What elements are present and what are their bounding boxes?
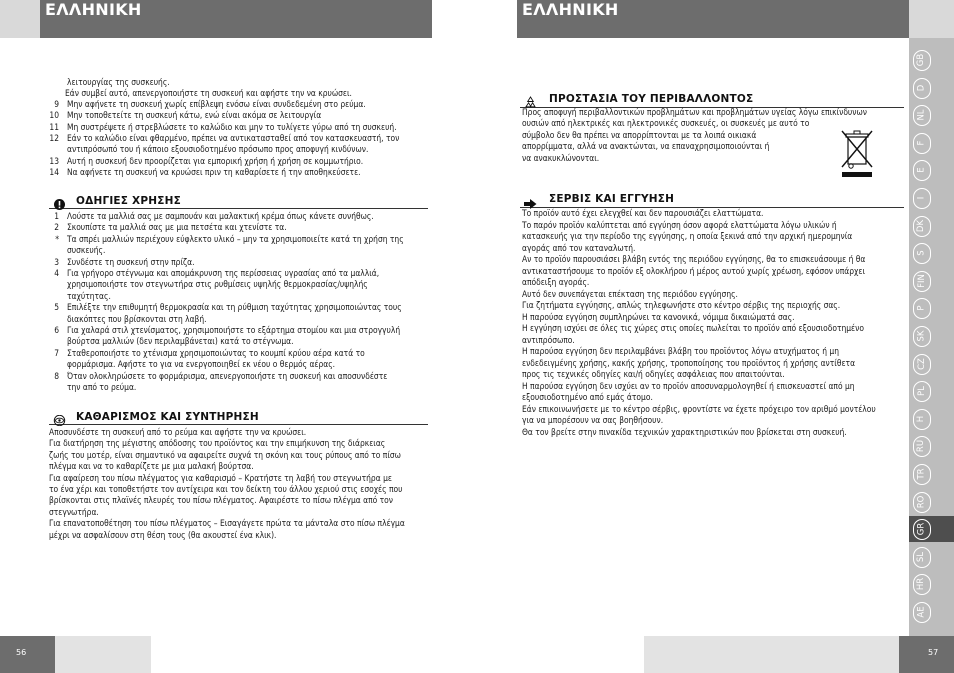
text-line: Η παρούσα εγγύηση δεν περιλαμβάνει βλάβη του προϊόντος λόγω ατυχήματος ή μη — [522, 346, 839, 356]
text-line: να ανακυκλώνονται. — [522, 152, 600, 163]
language-tab-fin[interactable] — [911, 269, 932, 293]
text-line: Για ζητήματα εγγύησης, απλώς τηλεφωνήστε στο κέντρο σέρβις της περιοχής σας. — [522, 300, 841, 310]
list-text: Επιλέξτε την επιθυμητή θερμοκρασία και τη ρύθμιση ταχύτητας χρησιμοποιώντας τους — [67, 302, 402, 313]
cleaning-title: ΚΑΘΑΡΙΣΜΟΣ ΚΑΙ ΣΥΝΤΗΡΗΣΗ — [76, 411, 259, 423]
crossed-out-bin-icon — [838, 127, 876, 179]
exclamation-icon — [54, 195, 65, 206]
list-text: Τα σπρέι μαλλιών περιέχουν εύφλεκτο υλικό – μην τα χρησιμοποιείτε κατά τη χρήση της — [67, 233, 404, 244]
language-tab-cz[interactable] — [911, 352, 932, 376]
tab-label — [911, 214, 932, 238]
list-number: 6 — [54, 325, 59, 335]
language-tab-ro[interactable] — [911, 490, 932, 514]
left-footer-light — [55, 636, 151, 673]
tab-label — [911, 48, 932, 72]
list-text: Μην τοποθετείτε τη συσκευή κάτω, ενώ είναι ακόμα σε λειτουργία — [67, 110, 322, 121]
tab-label-text: RU — [916, 440, 927, 453]
text-line: Η παρούσα εγγύηση συμπληρώνει τα κανονικά, νόμιμα δικαιώματά σας. — [522, 311, 795, 322]
language-tab-pl[interactable] — [911, 379, 932, 403]
tab-label — [911, 407, 932, 431]
language-tab-i[interactable] — [911, 186, 932, 210]
language-tab-sk[interactable] — [911, 324, 932, 348]
text-line: απόδειξη αγοράς. — [522, 277, 590, 287]
language-tab-ru[interactable] — [911, 434, 932, 458]
text-line: Το παρόν προϊόν καλύπτεται από εγγύηση όσον αφορά ελαττώματα λόγω υλικών ή — [522, 219, 837, 230]
list-text: Εάν το καλώδιο είναι φθαρμένο, πρέπει να αντικατασταθεί από τον κατασκευαστή, τον — [67, 132, 400, 143]
list-number: 2 — [54, 222, 59, 233]
text-line: εξουσιοδοτημένο από εμάς άτομο. — [522, 392, 653, 402]
list-text: Συνδέστε τη συσκευή στην πρίζα. — [67, 256, 195, 267]
tab-label — [911, 517, 932, 541]
tab-label-text: HR — [916, 578, 927, 591]
list-number: 14 — [49, 166, 59, 177]
instructions-title: ΟΔΗΓΙΕΣ ΧΡΗΣΗΣ — [76, 195, 181, 207]
tab-label — [911, 186, 932, 210]
text-line: κατασκευής για την περίοδο της εγγύησης, η οποία ξεκινά από την αρχική ημερομηνία — [522, 231, 853, 241]
text-line: Για επανατοποθέτηση του πίσω πλέγματος – Εισαγάγετε πρώτα τα μάνταλα στο πίσω πλέγμα — [49, 518, 405, 529]
text-line: Αυτό δεν συνεπάγεται επέκταση της περιόδου εγγύησης. — [522, 288, 738, 299]
list-text: Για γρήγορο στέγνωμα και απομάκρυνση της περίσσειας υγρασίας από τα μαλλιά, — [67, 268, 380, 278]
tab-label-text: RO — [916, 495, 927, 508]
list-text: χρησιμοποιήστε τον στεγνωτήρα στις ρυθμίσεις υψηλής θερμοκρασίας/υψηλής — [67, 279, 368, 290]
text-line: Αν το προϊόν παρουσιάσει βλάβη εντός της περιόδου εγγύησης, θα το επισκευάσουμε ή θα — [522, 254, 866, 264]
language-tab-s[interactable] — [911, 241, 932, 265]
list-text: αντιπρόσωπό του ή κάποιο εξουσιοδοτημένο πρόσωπο προς αποφυγή κινδύνων. — [67, 144, 369, 155]
list-text: Λούστε τα μαλλιά σας με σαμπουάν και μαλακτική κρέμα όπως κάνετε συνήθως. — [67, 211, 374, 221]
tab-label — [911, 241, 932, 265]
tab-label-text: D — [916, 84, 927, 91]
tab-label-text: DK — [916, 219, 927, 232]
service-title: ΣΕΡΒΙΣ ΚΑΙ ΕΓΓΥΗΣΗ — [549, 193, 675, 205]
text-line: βρίσκονται στις πλαϊνές πλευρές του πίσω πλέγματος. Αφαιρέστε το πίσω πλέγμα από τον — [49, 495, 393, 506]
text-line: ουσιών από ηλεκτρικές και ηλεκτρονικές συσκευές, οι συσκευές με αυτό το — [522, 118, 810, 129]
left-header-title: ΕΛΛΗΝΙΚΗ — [45, 0, 142, 19]
list-text: ταχύτητας. — [67, 290, 111, 301]
arrow-right-icon — [524, 194, 537, 204]
text-line: Η παρούσα εγγύηση δεν ισχύει αν το προϊόν αποσυναρμολογηθεί ή επισκευαστεί από μη — [522, 380, 855, 391]
tab-label-text: E — [916, 167, 927, 174]
text-line: αγοράς από τον καταναλωτή. — [522, 242, 636, 253]
list-text: βούρτσα μαλλιών (δεν περιλαμβάνεται) κατά το στέγνωμα. — [67, 336, 294, 347]
tab-label-text: AE — [916, 606, 927, 618]
list-text: συσκευής. — [67, 245, 106, 256]
text-line: Η εγγύηση ισχύει σε όλες τις χώρες στις οποίες πωλείται το προϊόν από εξουσιοδοτημένο — [522, 323, 864, 333]
language-tab-tr[interactable] — [911, 462, 932, 486]
tab-label-text: SK — [916, 330, 927, 342]
intro-line: λειτουργίας της συσκευής. — [67, 77, 170, 87]
language-tab-f[interactable] — [911, 131, 932, 155]
tab-label-text: PL — [916, 386, 927, 397]
list-number: 1 — [54, 211, 59, 221]
list-number: 13 — [49, 155, 59, 166]
tab-label — [911, 462, 932, 486]
list-text: την από το ρεύμα. — [67, 382, 137, 392]
tab-label — [911, 379, 932, 403]
tab-label-text: S — [916, 250, 927, 256]
tab-label — [911, 490, 932, 514]
language-tab-d[interactable] — [911, 76, 932, 100]
text-line: αντιπρόσωπο. — [522, 334, 575, 345]
text-line: αντικαταστήσουμε το προϊόν εξ ολοκλήρου ή μέρος αυτού χωρίς χρέωση, εφόσον υπάρχει — [522, 265, 866, 276]
list-number: 7 — [54, 347, 59, 358]
text-line: Για διατήρηση της μέγιστης απόδοσης του προϊόντος και την επιμήκυνση της διάρκειας — [49, 438, 386, 449]
tab-label — [911, 103, 932, 127]
tab-label-text: P — [916, 305, 927, 311]
eye-icon — [53, 411, 66, 422]
tab-label — [911, 352, 932, 376]
tab-label-text: NL — [916, 109, 927, 121]
list-text: Σκουπίστε τα μαλλιά σας με μια πετσέτα και χτενίστε τα. — [67, 222, 287, 233]
tab-label — [911, 434, 932, 458]
list-text: Αυτή η συσκευή δεν προορίζεται για εμπορική χρήση ή χρήση σε κομμωτήριο. — [67, 155, 364, 166]
tab-label-text: GR — [916, 522, 927, 536]
language-tab-dk[interactable] — [911, 214, 932, 238]
list-text: Σταθεροποιήστε το χτένισμα χρησιμοποιώντας το κουμπί κρύου αέρα κατά το — [67, 347, 365, 358]
language-tab-sl[interactable] — [911, 545, 932, 569]
text-line: Εάν επικοινωνήσετε με το κέντρο σέρβις, φροντίστε να έχετε πρόχειρο τον αριθμό μοντέλου — [522, 403, 876, 414]
list-text: Όταν ολοκληρώσετε το φορμάρισμα, απενεργοποιήστε τη συσκευή και αποσυνδέστε — [67, 370, 388, 381]
left-page-number: 56 — [16, 648, 27, 657]
sidebar-top — [909, 0, 954, 38]
list-text: διακόπτες που βρίσκονται στη λαβή. — [67, 313, 207, 324]
text-line: Αποσυνδέστε τη συσκευή από το ρεύμα και αφήστε την να κρυώσει. — [49, 427, 307, 437]
list-number: * — [55, 233, 59, 244]
language-tab-hr[interactable] — [911, 572, 932, 596]
tab-label — [911, 131, 932, 155]
text-line: στεγνωτήρα. — [49, 506, 99, 517]
tab-label — [911, 572, 932, 596]
tab-label-text: FIN — [916, 273, 927, 288]
language-tab-h[interactable] — [911, 407, 932, 431]
list-text: Μην αφήνετε τη συσκευή χωρίς επίβλεψη ενόσω είναι συνδεδεμένη στο ρεύμα. — [67, 99, 366, 109]
tab-label — [911, 269, 932, 293]
list-number: 8 — [54, 370, 59, 381]
language-tab-p[interactable] — [911, 296, 932, 320]
text-line: ζωής του μοτέρ, είναι σημαντικό να αφαιρείτε συχνά τη σκόνη και τους ρύπους από το πίσω — [49, 449, 401, 460]
tab-label-text: CZ — [916, 357, 927, 370]
right-footer-dark — [899, 636, 954, 673]
text-line: ενδεδειγμένης χρήσης, κακής χρήσης, τροποποίησης του προϊόντος ή χρήσης αντίθετα — [522, 357, 856, 368]
list-number: 4 — [54, 268, 59, 278]
list-number: 3 — [54, 256, 59, 267]
list-number: 9 — [54, 99, 59, 109]
list-number: 12 — [49, 132, 59, 143]
list-number: 5 — [54, 302, 59, 313]
tab-label — [911, 296, 932, 320]
text-line: για να μπορέσουν να σας βοηθήσουν. — [522, 415, 664, 425]
tab-label-text: F — [916, 140, 927, 146]
recycle-icon — [524, 93, 537, 105]
list-number: 10 — [49, 110, 59, 121]
list-text: φορμάρισμα. Αφήστε το για να ενεργοποιηθεί εκ νέου ο θερμός αέρας. — [67, 359, 336, 370]
text-line: σύμβολο δεν θα πρέπει να απορρίπτονται με τα λοιπά οικιακά — [522, 129, 757, 140]
text-line: μέχρι να ασφαλίσουν στη θέση τους (θα ακουστεί ένα κλικ). — [49, 529, 277, 540]
left-footer-dark — [0, 636, 55, 673]
intro-line: Εάν συμβεί αυτό, απενεργοποιήστε τη συσκευή και αφήστε την να κρυώσει. — [65, 88, 352, 98]
list-number: 11 — [49, 121, 59, 132]
right-header-title: ΕΛΛΗΝΙΚΗ — [522, 0, 619, 19]
text-line: Για αφαίρεση του πίσω πλέγματος για καθαρισμό – Κρατήστε τη λαβή του στεγνωτήρα με — [49, 472, 392, 483]
environment-title: ΠΡΟΣΤΑΣΙΑ ΤΟΥ ΠΕΡΙΒΑΛΛΟΝΤΟΣ — [549, 93, 754, 105]
text-line: Το προϊόν αυτό έχει ελεγχθεί και δεν παρουσιάζει ελαττώματα. — [522, 208, 764, 218]
list-text: Για χαλαρά στιλ χτενίσματος, χρησιμοποιήστε το εξάρτημα στομίου και μια στρογγυλή — [67, 325, 401, 335]
text-line: απορρίμματα, αλλά να ανακτώνται, να επαναχρησιμοποιούνται ή — [522, 141, 770, 152]
text-line: το ένα χέρι και τοποθετήστε τον αντίχειρα και τον δείκτη του άλλου χεριού στις εσοχές που — [49, 484, 403, 494]
text-line: πλέγμα και να το καθαρίζετε με μια μαλακή βούρτσα. — [49, 461, 254, 472]
text-line: Θα τον βρείτε στην πινακίδα τεχνικών χαρακτηριστικών που βρίσκεται στη συσκευή. — [522, 426, 847, 437]
tab-label-text: I — [916, 196, 927, 200]
list-text: Μη συστρέψετε ή στρεβλώσετε το καλώδιο και μην το τυλίγετε γύρω από τη συσκευή. — [67, 121, 397, 132]
tab-label — [911, 600, 932, 624]
language-tab-gb[interactable] — [911, 48, 932, 72]
tab-label-text: GB — [916, 53, 927, 67]
right-footer-light — [644, 636, 899, 673]
list-text: Να αφήνετε τη συσκευή να κρυώσει πριν τη καθαρίσετε ή την αποθηκεύσετε. — [67, 166, 361, 177]
tab-label — [911, 158, 932, 182]
tab-label — [911, 76, 932, 100]
tab-label — [911, 324, 932, 348]
tab-label-text: SL — [916, 551, 927, 562]
tab-label — [911, 545, 932, 569]
right-page-number: 57 — [928, 648, 939, 657]
tab-label-text: TR — [916, 468, 927, 480]
text-line: προς τις τεχνικές οδηγίες και/ή οδηγίες ασφάλειας που απαιτούνται. — [522, 369, 785, 379]
language-tab-nl[interactable] — [911, 103, 932, 127]
language-tab-ae[interactable] — [911, 600, 932, 624]
language-tab-e[interactable] — [911, 158, 932, 182]
text-line: Προς αποφυγή περιβαλλοντικών προβλημάτων και προβλημάτων υγείας λόγω επικίνδυνων — [522, 107, 868, 117]
tab-label-text: H — [916, 415, 927, 422]
language-tab-gr[interactable] — [911, 517, 932, 541]
